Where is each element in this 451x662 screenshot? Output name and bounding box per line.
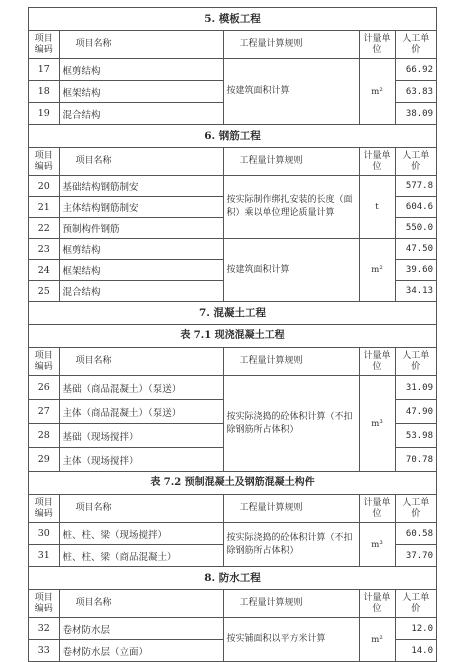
- item-code: 17: [29, 59, 59, 81]
- item-name: 基础（现场搅拌）: [59, 424, 223, 448]
- header-rule: 工程量计算规则: [223, 348, 359, 376]
- table-7-1: [29, 348, 436, 472]
- table-header-row: [29, 590, 436, 618]
- item-price: 53.98: [395, 424, 436, 448]
- header-unit: 计量单位: [359, 148, 395, 176]
- table-header-row: [29, 31, 436, 59]
- table-row: [29, 59, 436, 81]
- item-unit: m³: [359, 376, 395, 472]
- header-price: 人工单价: [395, 348, 436, 376]
- table-7-2-title: 表 7.2 预制混凝土及钢筋混凝土构件: [29, 472, 436, 495]
- item-rule: 按建筑面积计算: [223, 59, 359, 125]
- section-6-table: [29, 148, 436, 302]
- table-row: [29, 376, 436, 400]
- item-name: 主体（商品混凝土）（泵送）: [59, 400, 223, 424]
- header-code: 项目编码: [29, 590, 59, 618]
- item-name: 框架结构: [59, 260, 223, 281]
- header-price: 人工单价: [395, 31, 436, 59]
- header-unit: 计量单位: [359, 590, 395, 618]
- item-name: 卷材防水层（立面）: [59, 640, 223, 662]
- item-price: 39.60: [395, 260, 436, 281]
- section-8-table: [29, 590, 436, 662]
- header-rule: 工程量计算规则: [223, 590, 359, 618]
- header-name: 项目名称: [59, 148, 223, 176]
- item-code: 25: [29, 281, 59, 302]
- item-price: 31.09: [395, 376, 436, 400]
- header-name: 项目名称: [59, 348, 223, 376]
- item-code: 29: [29, 448, 59, 472]
- item-rule: 按实铺面积以平方米计算: [223, 618, 359, 662]
- item-name: 主体结构钢筋制安: [59, 197, 223, 218]
- item-price: 66.92: [395, 59, 436, 81]
- item-code: 31: [29, 545, 59, 567]
- item-price: 63.83: [395, 81, 436, 103]
- header-unit: 计量单位: [359, 348, 395, 376]
- section-5-title: 5. 模板工程: [29, 8, 436, 31]
- item-name: 框剪结构: [59, 239, 223, 260]
- header-code: 项目编码: [29, 148, 59, 176]
- header-name: 项目名称: [59, 31, 223, 59]
- header-price: 人工单价: [395, 590, 436, 618]
- item-code: 18: [29, 81, 59, 103]
- header-price: 人工单价: [395, 148, 436, 176]
- item-name: 桩、柱、梁（现场搅拌）: [59, 523, 223, 545]
- table-header-row: [29, 495, 436, 523]
- item-rule: 按实际制作绑扎安装的长度（面积）乘以单位理论质量计算: [223, 176, 359, 239]
- table-row: [29, 239, 436, 260]
- item-name: 基础（商品混凝土）（泵送）: [59, 376, 223, 400]
- item-code: 22: [29, 218, 59, 239]
- item-code: 30: [29, 523, 59, 545]
- item-price: 38.09: [395, 103, 436, 125]
- section-5-table: [29, 31, 436, 125]
- item-rule: 按实际浇捣的砼体积计算（不扣除钢筋所占体积）: [223, 523, 359, 567]
- item-price: 577.8: [395, 176, 436, 197]
- item-unit: t: [359, 176, 395, 239]
- item-code: 32: [29, 618, 59, 640]
- header-code: 项目编码: [29, 31, 59, 59]
- table-row: [29, 523, 436, 545]
- header-rule: 工程量计算规则: [223, 148, 359, 176]
- item-price: 604.6: [395, 197, 436, 218]
- item-price: 37.70: [395, 545, 436, 567]
- item-name: 框架结构: [59, 81, 223, 103]
- item-name: 基础结构钢筋制安: [59, 176, 223, 197]
- header-rule: 工程量计算规则: [223, 495, 359, 523]
- header-name: 项目名称: [59, 590, 223, 618]
- item-code: 19: [29, 103, 59, 125]
- item-price: 14.0: [395, 640, 436, 662]
- table-header-row: [29, 148, 436, 176]
- header-unit: 计量单位: [359, 495, 395, 523]
- header-code: 项目编码: [29, 348, 59, 376]
- section-8-title: 8. 防水工程: [29, 567, 436, 590]
- item-code: 23: [29, 239, 59, 260]
- item-unit: m²: [359, 618, 395, 662]
- table-7-1-title: 表 7.1 现浇混凝土工程: [29, 325, 436, 348]
- item-name: 桩、柱、梁（商品混凝土）: [59, 545, 223, 567]
- table-row: [29, 618, 436, 640]
- table-header-row: [29, 348, 436, 376]
- item-name: 主体（现场搅拌）: [59, 448, 223, 472]
- item-code: 24: [29, 260, 59, 281]
- quota-sheet: [28, 7, 437, 662]
- item-unit: m³: [359, 523, 395, 567]
- table-row: [29, 176, 436, 197]
- item-code: 21: [29, 197, 59, 218]
- item-unit: m²: [359, 239, 395, 302]
- item-price: 550.0: [395, 218, 436, 239]
- header-name: 项目名称: [59, 495, 223, 523]
- item-price: 47.90: [395, 400, 436, 424]
- header-rule: 工程量计算规则: [223, 31, 359, 59]
- item-name: 预制构件钢筋: [59, 218, 223, 239]
- header-unit: 计量单位: [359, 31, 395, 59]
- item-name: 卷材防水层: [59, 618, 223, 640]
- item-name: 混合结构: [59, 103, 223, 125]
- item-price: 70.78: [395, 448, 436, 472]
- table-7-2: [29, 495, 436, 567]
- section-6-title: 6. 钢筋工程: [29, 125, 436, 148]
- item-name: 框剪结构: [59, 59, 223, 81]
- header-price: 人工单价: [395, 495, 436, 523]
- item-name: 混合结构: [59, 281, 223, 302]
- header-code: 项目编码: [29, 495, 59, 523]
- item-rule: 按建筑面积计算: [223, 239, 359, 302]
- item-price: 47.50: [395, 239, 436, 260]
- item-code: 27: [29, 400, 59, 424]
- item-price: 34.13: [395, 281, 436, 302]
- item-code: 28: [29, 424, 59, 448]
- item-code: 20: [29, 176, 59, 197]
- section-7-title: 7. 混凝土工程: [29, 302, 436, 325]
- item-price: 12.0: [395, 618, 436, 640]
- item-code: 26: [29, 376, 59, 400]
- item-unit: m²: [359, 59, 395, 125]
- item-price: 60.58: [395, 523, 436, 545]
- item-rule: 按实际浇捣的砼体积计算（不扣除钢筋所占体积）: [223, 376, 359, 472]
- item-code: 33: [29, 640, 59, 662]
